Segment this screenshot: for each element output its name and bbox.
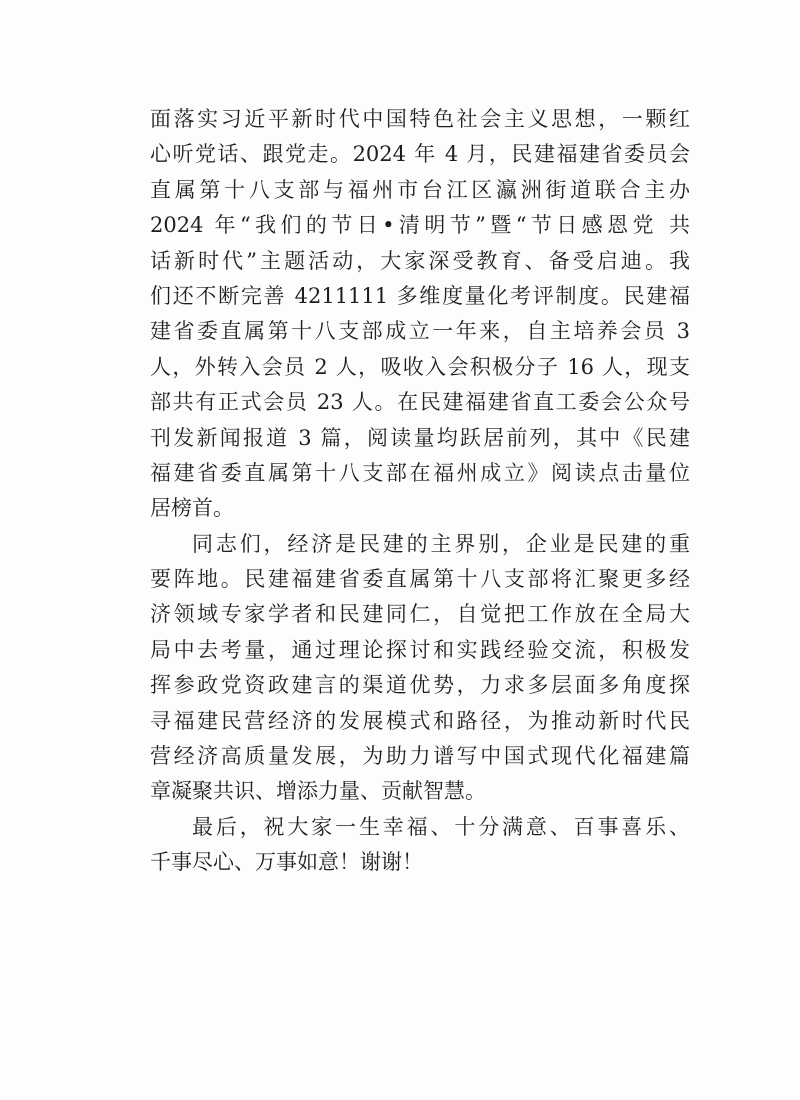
text-line: 直属第十八支部与福州市台江区瀛洲街道联合主办 bbox=[150, 177, 690, 202]
text-line: 2024 年“我们的节日•清明节”暨“节日感恩党 共 bbox=[150, 213, 690, 238]
text-line: 要阵地。民建福建省委直属第十八支部将汇聚更多经 bbox=[150, 567, 690, 592]
text-line: 营经济高质量发展，为助力谱写中国式现代化福建篇 bbox=[150, 744, 690, 769]
text-line: 最后，祝大家一生幸福、十分满意、百事喜乐、 bbox=[192, 814, 690, 839]
text-line: 局中去考量，通过理论探讨和实践经验交流，积极发 bbox=[150, 637, 690, 662]
document-body bbox=[150, 102, 690, 881]
text-line: 们还不断完善 4211111 多维度量化考评制度。民建福 bbox=[150, 283, 690, 308]
text-line: 章凝聚共识、增添力量、贡献智慧。 bbox=[150, 779, 486, 804]
text-line: 居榜首。 bbox=[150, 496, 234, 521]
text-line: 心听党话、跟党走。2024 年 4 月，民建福建省委员会 bbox=[150, 142, 690, 167]
text-line: 部共有正式会员 23 人。在民建福建省直工委会公众号 bbox=[150, 390, 690, 415]
text-line: 建省委直属第十八支部成立一年来，自主培养会员 3 bbox=[150, 319, 690, 344]
paragraph-closing-wishes bbox=[150, 810, 690, 881]
text-line: 挥参政党资政建言的渠道优势，力求多层面多角度探 bbox=[150, 673, 690, 698]
paragraph-economic-focus bbox=[150, 527, 690, 810]
text-line: 同志们，经济是民建的主界别，企业是民建的重 bbox=[192, 531, 690, 556]
text-line: 寻福建民营经济的发展模式和路径，为推动新时代民 bbox=[150, 708, 690, 733]
text-line: 人，外转入会员 2 人，吸收入会积极分子 16 人，现支 bbox=[150, 354, 690, 379]
text-line: 福建省委直属第十八支部在福州成立》阅读点击量位 bbox=[150, 460, 690, 485]
text-line: 刊发新闻报道 3 篇，阅读量均跃居前列，其中《民建 bbox=[150, 425, 690, 450]
text-line: 面落实习近平新时代中国特色社会主义思想，一颗红 bbox=[150, 107, 690, 131]
text-line: 济领域专家学者和民建同仁，自觉把工作放在全局大 bbox=[150, 602, 690, 627]
paragraph-branch-achievements bbox=[150, 102, 690, 527]
text-line: 话新时代”主题活动，大家深受教育、备受启迪。我 bbox=[150, 248, 690, 273]
text-line: 千事尽心、万事如意！谢谢！ bbox=[150, 850, 423, 875]
